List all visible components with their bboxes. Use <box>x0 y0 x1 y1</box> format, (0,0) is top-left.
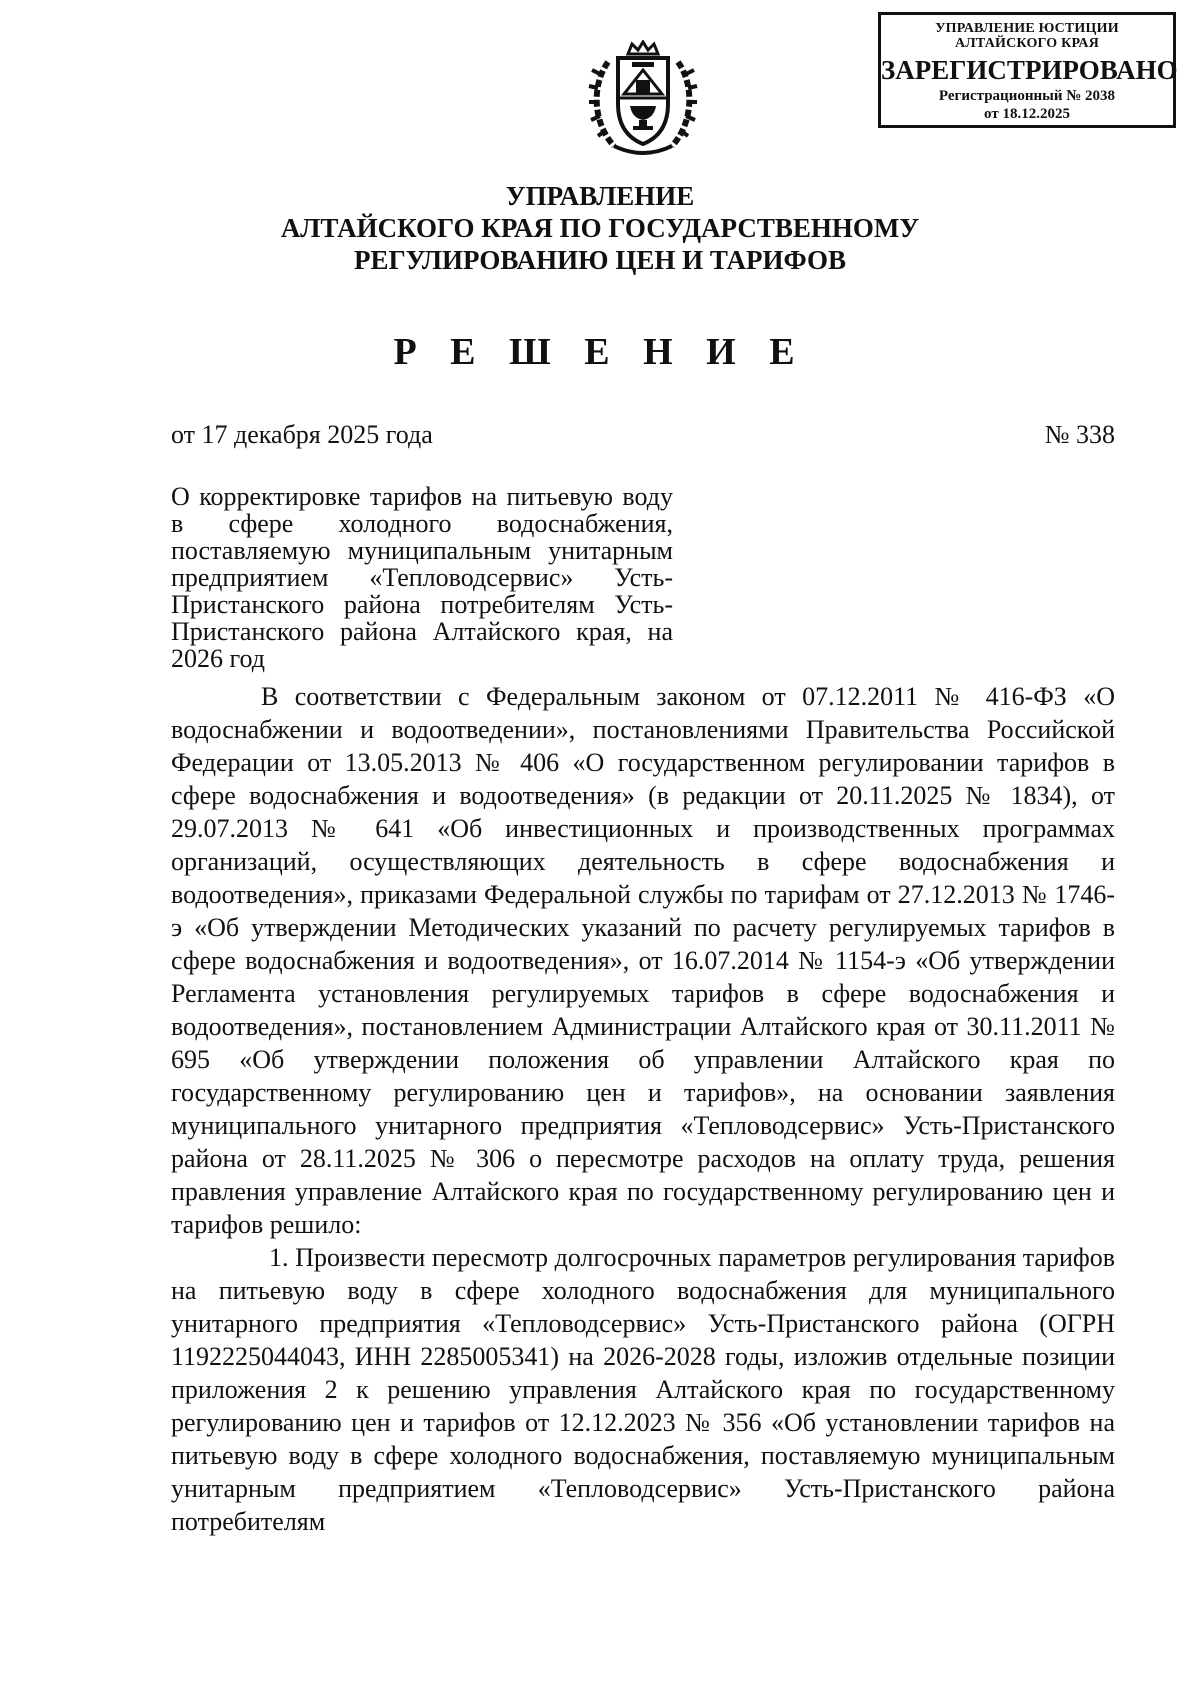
stamp-reg-date: от 18.12.2025 <box>984 106 1070 122</box>
coat-of-arms-graphic <box>586 40 700 160</box>
authority-heading <box>250 180 950 276</box>
body-preamble: В соответствии с Федеральным законом от 07.12.2011 № 416-ФЗ «О водоснабжении и водоотведении», постановлениями Правительства Российской Федерации от 13.05.2013 № 406 «О государственном регулировании тарифов в сфере водоснабжения и водоотведения» (в редакции от 20.11.2025 № 1834), от 29.07.2013 № 641 «Об инвестиционных и производственных программах организаций, осуществляющих деятельность в сфере водоснабжения и водоотведения», приказами Федеральной службы по тарифам от 27.12.2013 № 1746-э «Об утверждении Методических указаний по расчету регулируемых тарифов в сфере водоснабжения и водоотведения», от 16.07.2014 № 1154-э «Об утверждении Регламента установления регулируемых тарифов в сфере водоснабжения и водоотведения», постановлением Администрации Алтайского края от 30.11.2011 № 695 «Об утверждении положения об управлении Алтайского края по государственному регулированию цен и тарифов», на основании заявления муниципального унитарного предприятия «Тепловодсервис» Усть-Пристанского района от 28.11.2025 № 306 о пересмотре расходов на оплату труда, решения правления управление Алтайского края по государственному регулированию цен и тарифов решило: <box>171 682 1115 1239</box>
stamp-status: ЗАРЕГИСТРИРОВАНО <box>881 55 1178 85</box>
document-title: Р Е Ш Е Н И Е <box>393 331 807 373</box>
authority-line3: РЕГУЛИРОВАНИЮ ЦЕН И ТАРИФОВ <box>353 245 847 275</box>
document-date: от 17 декабря 2025 года <box>171 420 433 449</box>
authority-line1: УПРАВЛЕНИЕ <box>505 181 695 211</box>
document-subject: О корректировке тарифов на питьевую воду в сфере холодного водоснабжения, поставляемую муниципальным унитарным предприятием «Тепловодсервис» Усть-Пристанского района потребителям Усть-Пристанского района Алтайского края, на 2026 год <box>171 482 673 673</box>
stamp-reg-number: Регистрационный № 2038 <box>938 88 1116 104</box>
body-item-1: 1. Произвести пересмотр долгосрочных параметров регулирования тарифов на питьевую воду в сфере холодного водоснабжения для муниципального унитарного предприятия «Тепловодсервис» Усть-Пристанского района (ОГРН 1192225044043, ИНН 2285005341) на 2026-2028 годы, изложив отдельные позиции приложения 2 к решению управления Алтайского края по государственному регулированию цен и тарифов от 12.12.2023 № 356 «Об установлении тарифов на питьевую воду в сфере холодного водоснабжения, поставляемую муниципальным унитарным предприятием «Тепловодсервис» Усть-Пристанского района потребителям <box>171 1243 1115 1536</box>
stamp-org-line1: УПРАВЛЕНИЕ ЮСТИЦИИ <box>935 21 1119 36</box>
document-number: № 338 <box>1044 420 1115 449</box>
registration-stamp <box>878 12 1176 128</box>
authority-line2: АЛТАЙСКОГО КРАЯ ПО ГОСУДАРСТВЕННОМУ <box>280 213 920 243</box>
coat-of-arms-icon <box>586 40 700 160</box>
document-body <box>171 680 1115 1538</box>
date-number-line <box>171 420 1115 450</box>
stamp-org-line2: АЛТАЙСКОГО КРАЯ <box>954 36 1100 51</box>
